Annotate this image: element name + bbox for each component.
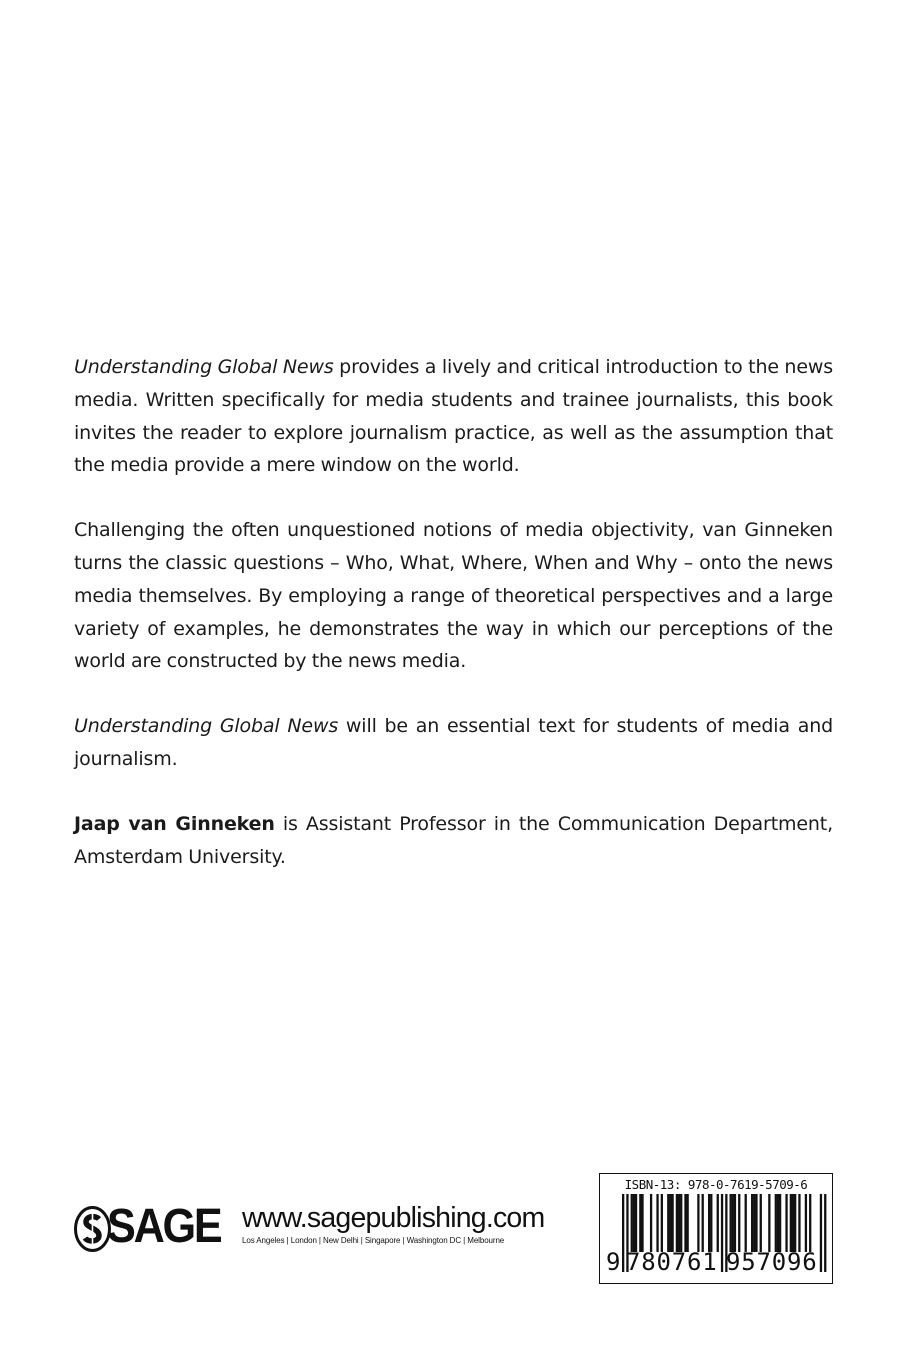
- barcode-bar: [798, 1194, 800, 1252]
- back-cover-blurb: [74, 351, 833, 905]
- sage-s-icon: [74, 1206, 111, 1252]
- barcode-bar: [745, 1194, 747, 1252]
- barcode-bar: [622, 1194, 624, 1272]
- barcode-bar: [753, 1194, 755, 1252]
- publisher-url: www.sagepublishing.com: [242, 1202, 545, 1234]
- barcode-bar: [717, 1194, 719, 1252]
- barcode-bar: [641, 1194, 643, 1252]
- barcode-bar: [794, 1194, 796, 1252]
- blurb-paragraph-intro: [74, 351, 833, 482]
- barcode-bar: [721, 1194, 723, 1272]
- book-title: Understanding Global News: [74, 715, 339, 738]
- barcode-bar: [730, 1194, 732, 1252]
- barcode-bar: [779, 1194, 781, 1252]
- barcode-bar: [656, 1194, 658, 1252]
- barcode-bar: [687, 1194, 689, 1252]
- author-bio: [74, 808, 833, 874]
- barcode-bar: [676, 1194, 678, 1252]
- barcode-bar: [732, 1194, 734, 1252]
- blurb-paragraph-audience: [74, 710, 833, 776]
- publisher-cities: Los Angeles | London | New Delhi | Singapore | Washington DC | Melbourne: [242, 1236, 505, 1245]
- author-name: Jaap van Ginneken: [74, 812, 275, 835]
- barcode-bar: [824, 1194, 826, 1272]
- author-bio-text: is Assistant Professor in the Communication Department, Amsterdam University.: [74, 812, 833, 868]
- barcode-bar: [639, 1194, 641, 1252]
- sage-wordmark: SAGE: [107, 1200, 221, 1253]
- barcode-right-digits: 957096: [726, 1248, 818, 1276]
- barcode-bar: [708, 1194, 710, 1252]
- barcode-bar: [631, 1194, 633, 1252]
- barcode-bar: [760, 1194, 762, 1252]
- audience-text: will be an essential text for students of media and journalism.: [74, 715, 833, 770]
- barcode-bar: [678, 1194, 680, 1252]
- isbn-label: ISBN-13: 978-0-7619-5709-6: [624, 1177, 808, 1192]
- barcode-bar: [768, 1194, 770, 1252]
- barcode-bar: [792, 1194, 794, 1252]
- barcode-bar: [710, 1194, 712, 1252]
- blurb-paragraph-approach: Challenging the often unquestioned notions of media objectivity, van Ginneken turns the classic questions – Who, What, Where, When and Why – onto the news media themselves. By employing a range of theoretical perspectives and a large variety of examples, he demonstrates the way in which our perceptions of the world are constructed by the news media.: [74, 519, 833, 673]
- barcode-bar: [755, 1194, 757, 1252]
- barcode-bar: [751, 1194, 753, 1252]
- barcode-bar: [671, 1194, 673, 1252]
- barcode-bar: [635, 1194, 637, 1252]
- barcode-bar: [734, 1194, 736, 1252]
- barcode-bar: [809, 1194, 811, 1252]
- barcode-bar: [805, 1194, 807, 1252]
- barcode-bar: [785, 1194, 787, 1252]
- barcode-bar: [702, 1194, 704, 1252]
- barcode-bar: [633, 1194, 635, 1252]
- isbn-barcode: [599, 1173, 833, 1284]
- barcode-left-digits: 780761: [626, 1248, 718, 1276]
- barcode-first-digit: 9: [606, 1248, 621, 1276]
- intro-text: provides a lively and critical introduction to the news media. Written specifically for media students and trainee journalists, this book invites the reader to explore journalism practice, as well as the assumption that the media provide a mere window on the world.: [74, 356, 834, 477]
- barcode-bar: [661, 1194, 663, 1252]
- barcode-bar: [680, 1194, 682, 1252]
- barcode-bar: [738, 1194, 740, 1252]
- barcode-bar: [650, 1194, 652, 1252]
- barcode-bar: [820, 1194, 822, 1272]
- book-title: Understanding Global News: [74, 356, 334, 378]
- barcode-bar: [777, 1194, 779, 1252]
- barcode-bar: [697, 1194, 699, 1252]
- barcode-bar: [667, 1194, 669, 1252]
- barcode-bar: [669, 1194, 671, 1252]
- barcode-bar: [775, 1194, 777, 1252]
- barcode-bar: [684, 1194, 686, 1252]
- barcode-bar: [790, 1194, 792, 1252]
